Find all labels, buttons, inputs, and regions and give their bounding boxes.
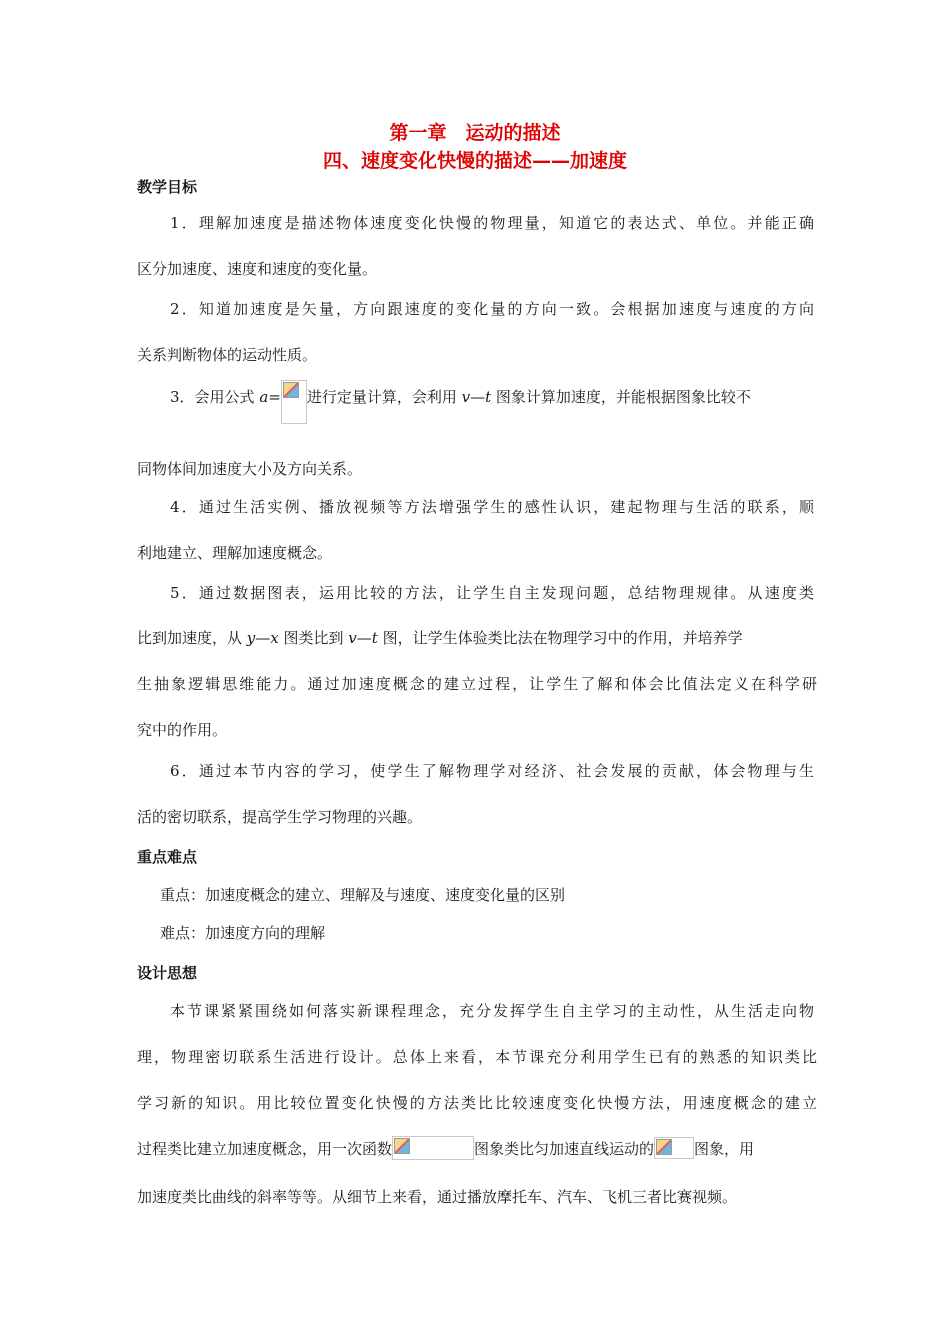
formula-variable-a: a — [259, 388, 269, 406]
objective-3-text-c: 图象计算加速度，并能根据图象比较不 — [491, 388, 751, 406]
dash: — — [356, 629, 372, 647]
formula-equals: = — [268, 388, 281, 406]
design-heading: 设计思想 — [137, 964, 198, 982]
objective-3-text-b: 进行定量计算，会利用 — [306, 388, 462, 406]
motion-graph-image-placeholder — [654, 1137, 694, 1159]
key-points-heading: 重点难点 — [137, 848, 198, 866]
var-x: x — [270, 629, 279, 647]
objective-6-line-1: 6．通过本节内容的学习，使学生了解物理学对经济、社会发展的贡献，体会物理与生 — [170, 762, 814, 780]
objective-1-line-1: 1．理解加速度是描述物体速度变化快慢的物理量，知道它的表达式、单位。并能正确 — [170, 214, 814, 232]
var-t: t — [371, 629, 378, 647]
key-point: 重点：加速度概念的建立、理解及与速度、速度变化量的区别 — [160, 886, 566, 904]
design-line-4 — [137, 1136, 817, 1160]
linear-function-image-placeholder — [392, 1136, 474, 1160]
design-line-4-text-c: 图象，用 — [694, 1140, 755, 1158]
chapter-title: 第一章 运动的描述 — [389, 122, 561, 144]
design-line-2: 理，物理密切联系生活进行设计。总体上来看，本节课充分利用学生已有的熟悉的知识类比 — [137, 1048, 817, 1066]
design-line-4-text-a: 过程类比建立加速度概念，用一次函数 — [137, 1140, 393, 1158]
design-line-1: 本节课紧紧围绕如何落实新课程理念，充分发挥学生自主学习的主动性，从生活走向物 — [170, 1002, 814, 1020]
objective-6-line-2: 活的密切联系，提高学生学习物理的兴趣。 — [137, 808, 423, 826]
var-v: v — [461, 388, 471, 406]
section-title: 四、速度变化快慢的描述——加速度 — [322, 150, 627, 172]
objective-3-line-1 — [170, 386, 818, 424]
design-line-4-text-b: 图象类比匀加速直线运动的 — [474, 1140, 655, 1158]
objective-5-text-c: 图，让学生体验类比法在物理学习中的作用，并培养学 — [377, 629, 743, 647]
broken-image-icon — [283, 382, 299, 398]
design-line-3: 学习新的知识。用比较位置变化快慢的方法类比比较速度变化快慢方法，用速度概念的建立 — [137, 1094, 817, 1112]
objective-5-line-2 — [137, 627, 817, 648]
dash: — — [255, 629, 271, 647]
objective-5-line-3: 生抽象逻辑思维能力。通过加速度概念的建立过程，让学生了解和体会比值法定义在科学研 — [137, 675, 817, 693]
var-y: y — [246, 629, 256, 647]
objective-1-line-2: 区分加速度、速度和速度的变化量。 — [137, 260, 378, 278]
formula-image-placeholder — [281, 380, 307, 424]
objectives-heading: 教学目标 — [137, 178, 198, 196]
objective-5-text-a: 比到加速度，从 — [137, 629, 247, 647]
objective-5-line-1: 5．通过数据图表，运用比较的方法，让学生自主发现问题，总结物理规律。从速度类 — [170, 584, 814, 602]
broken-image-icon — [656, 1139, 672, 1155]
objective-5-line-4: 究中的作用。 — [137, 721, 228, 739]
objective-2-line-1: 2．知道加速度是矢量，方向跟速度的变化量的方向一致。会根据加速度与速度的方向 — [170, 300, 814, 318]
objective-3-text-a: 3．会用公式 — [170, 388, 260, 406]
objective-5-text-b: 图类比到 — [278, 629, 349, 647]
var-v: v — [348, 629, 357, 647]
var-t: t — [485, 388, 492, 406]
objective-4-line-1: 4．通过生活实例、播放视频等方法增强学生的感性认识，建起物理与生活的联系，顺 — [170, 498, 814, 516]
objective-3-line-2: 同物体间加速度大小及方向关系。 — [137, 460, 363, 478]
objective-4-line-2: 利地建立、理解加速度概念。 — [137, 544, 333, 562]
design-line-5: 加速度类比曲线的斜率等等。从细节上来看，通过播放摩托车、汽车、飞机三者比赛视频。 — [137, 1188, 738, 1206]
objective-2-line-2: 关系判断物体的运动性质。 — [137, 346, 318, 364]
broken-image-icon — [394, 1138, 410, 1154]
dash: — — [470, 388, 486, 406]
difficult-point: 难点：加速度方向的理解 — [160, 924, 326, 942]
